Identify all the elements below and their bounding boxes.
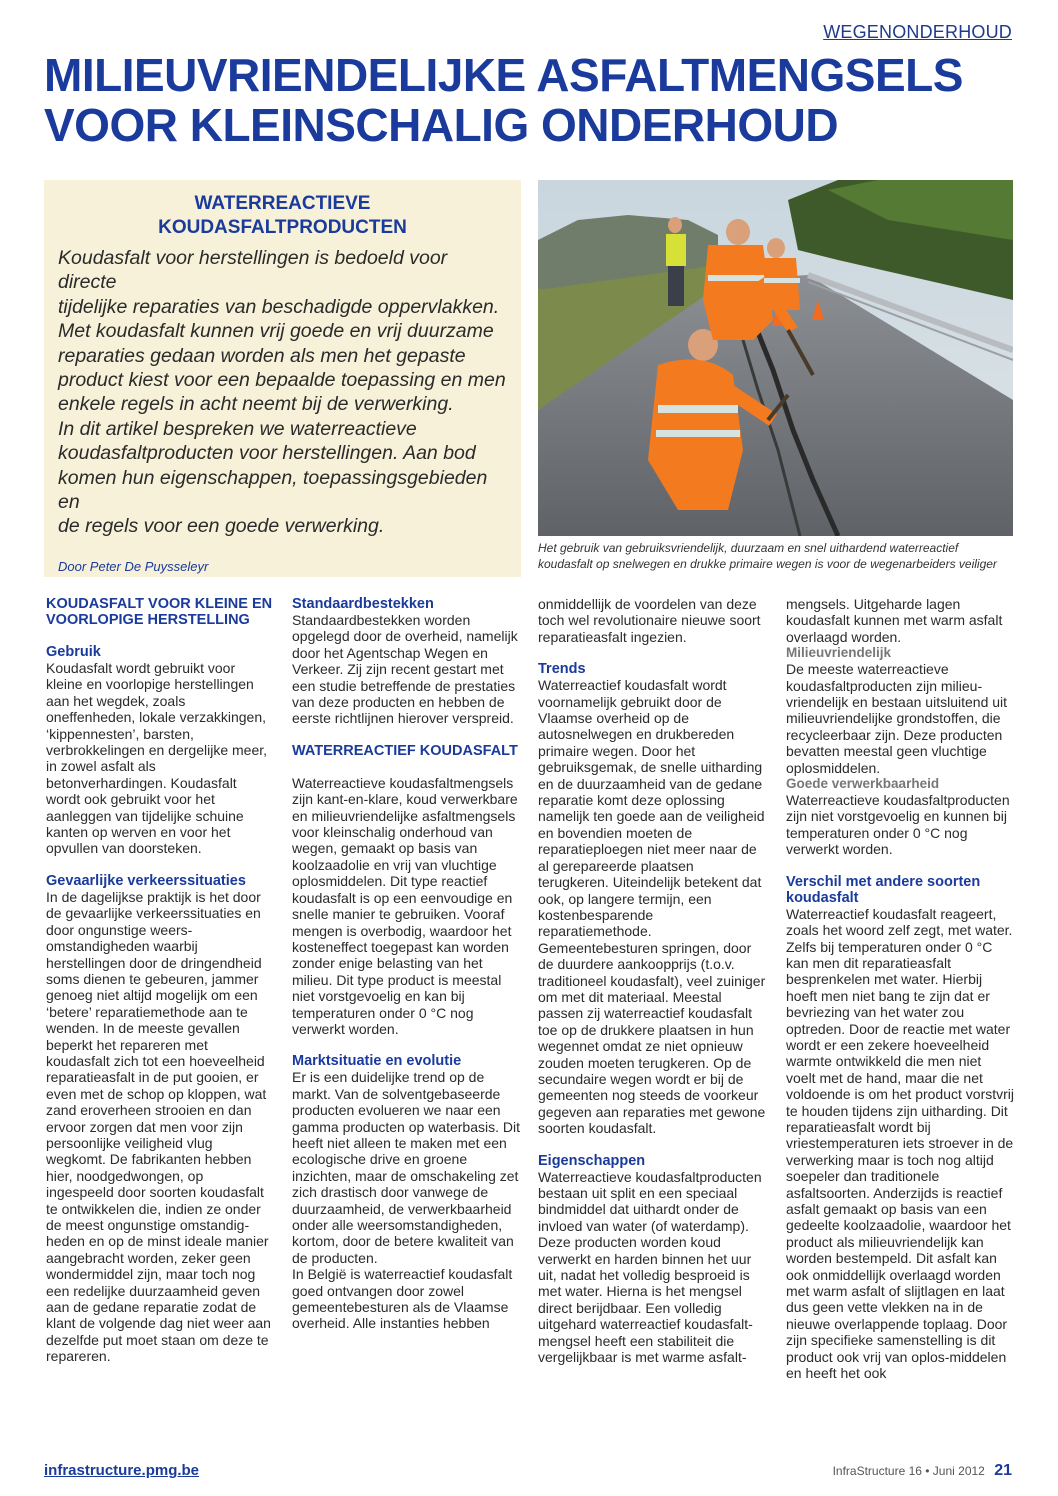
photo-caption: Het gebruik van gebruiksvriendelijk, duurzaam en snel uithardend waterreactief koudasfalt op snelwegen en drukke primaire wegen is voor de wegenarbeiders veiliger <box>538 541 997 571</box>
subheading-gebruik: Gebruik <box>46 644 101 660</box>
intro-box <box>44 180 521 577</box>
article-title <box>44 50 1024 150</box>
subheading-milieuvriendelijk: Milieuvriendelijk <box>786 645 892 661</box>
byline: Door Peter De Puysseleyr <box>58 558 209 574</box>
paragraph-gevaar: In de dagelijkse praktijk is het door de gevaarlijke verkeerssituaties en door ongunstige weers-omstandigheden waarbij herstellingen door de dringendheid soms dienen te gebeuren, jammer genoeg niet altijd mogelijk om een ‘betere’ reparatiemethode aan te wenden. In de meeste gevallen beperkt het repareren met koudasfalt zich tot een hoeveelheid reparatieasfalt in de put gooien, er even met de schop op kloppen, wat zand eroverheen strooien en dan ervoor zorgen dat men voor zijn persoonlijke veiligheid vlug wegkomt. De fabrikanten hebben hier, noodgedwongen, op ingespeeld door soorten koudasfalt te ontwikkelen die, indien ze onder de meest ongunstige omstandig-heden en op de minst ideale manier aangebracht worden, zeker geen wondermiddel zijn, maar toch nog een redelijke duurzaamheid geven aan de gedane reparatie zodat de klant de volgende dag niet weer aan dezelfde put moet staan om deze te repareren. <box>46 888 271 1365</box>
paragraph-continued: mengsels. Uitgeharde lagen koudasfalt kunnen met warm asfalt overlaagd worden. <box>786 596 1003 645</box>
section-tag: WEGENONDERHOUD <box>823 22 1012 42</box>
title-line-2: VOOR KLEINSCHALIG ONDERHOUD <box>44 99 839 151</box>
column-2 <box>292 596 520 1332</box>
column-3 <box>538 596 766 1365</box>
page-number: 21 <box>994 1462 1012 1479</box>
intro-line: reparaties gedaan worden als men het gepaste <box>58 344 466 367</box>
intro-line: enkele regels in acht neemt bij de verwerking. <box>58 393 454 416</box>
column-1 <box>46 596 274 1365</box>
subheading-gevaar: Gevaarlijke verkeerssituaties <box>46 872 246 889</box>
intro-line: koudasfaltproducten voor herstellingen. Aan bod <box>58 442 476 465</box>
subheading-verschil: Verschil met andere soorten koudasfalt <box>786 873 981 906</box>
intro-line: tijdelijke reparaties van beschadigde oppervlakken. <box>58 295 500 318</box>
footer-issue-text: InfraStructure 16 • Juni 2012 <box>832 1464 985 1478</box>
photo-illustration <box>538 180 1013 536</box>
footer-issue <box>833 1462 1012 1480</box>
heading-waterreactief: WATERREACTIEF KOUDASFALT <box>292 742 518 759</box>
intro-heading <box>58 192 507 240</box>
intro-line: Met koudasfalt kunnen vrij goede en vrij duurzame <box>58 320 494 343</box>
title-line-1: MILIEUVRIENDELIJKE ASFALTMENGSELS <box>44 49 963 101</box>
subheading-marktsituatie: Marktsituatie en evolutie <box>292 1053 462 1070</box>
column-4 <box>786 596 1014 1381</box>
paragraph-marktsituatie: Er is een duidelijke trend op de markt. Van de solventgebaseerde producten evolueren we naar een gamma producten op waterbasis. Dit heeft niet alleen te maken met een ecologische drive en groene inzichten, maar de omschakeling zet zich drastisch door vanwege de duurzaamheid, de verwerkbaarheid onder alle weersomstandigheden, kortom, door de betere kwaliteit van de producten. <box>292 1069 520 1266</box>
intro-line: product kiest voor een bepaalde toepassing en men <box>58 369 506 392</box>
paragraph-continued: onmiddellijk de voordelen van deze toch wel revolutionaire nieuwe soort reparatieasfalt ingezien. <box>538 596 761 645</box>
footer-website-link[interactable]: infrastructure.pmg.be <box>44 1462 200 1479</box>
subheading-trends: Trends <box>538 661 586 678</box>
paragraph-standaardbestekken: Standaardbestekken worden opgelegd door de overheid, namelijk door het Agentschap Wegen en Verkeer. Zij zijn recent gestart met een studie betreffende de prestaties van deze producten en hebben de eerste richtlijnen hierover verspreid. <box>292 612 518 727</box>
road-workers-photo <box>538 180 1013 536</box>
heading-koudasfalt: KOUDASFALT VOOR KLEINE EN VOORLOPIGE HERSTELLING <box>46 596 273 628</box>
intro-line: de regels voor een goede verwerking. <box>58 515 385 538</box>
paragraph-verschil: Waterreactief koudasfalt reageert, zoals het woord zelf zegt, met water. Zelfs bij temperaturen onder 0 °C kan men dit reparatieasfalt besprenkelen met water. Hierbij hoeft men niet bang te zijn dat er bevriezing van het water zou optreden. Door de reactie met water wordt er een zekere hoeveelheid warmte ontwikkeld die men niet voelt met de hand, maar die net voldoende is om het product vorstvrij te houden tijdens zijn uitharding. Dit reparatieasfalt wordt bij vriestemperaturen iets stroever in de verwerking maar is toch nog altijd soepeler dan traditionele asfaltsoorten. Anderzijds is reactief asfalt gemaakt op basis van een gedeelte koolzaadolie, waardoor het product als milieuvriendelijk kan worden bestempeld. Dit asfalt kan ook onmiddellijk overlaagd worden met warm asfalt of slijtlagen en laat dus geen vette vlekken na in de nieuwe overlappende toplaag. Door zijn specifieke samenstelling is dit product ook vrij van oplos-middelen en heeft het ook <box>786 905 1014 1382</box>
intro-heading-line-1: WATERREACTIEVE <box>194 193 371 214</box>
paragraph-milieuvriendelijk: De meeste waterreactieve koudasfaltproducten zijn milieu-vriendelijk en bestaan uitsluitend uit milieuvriendelijke grondstoffen, die recycleerbaar zijn. Deze producten bevatten meestal geen vluchtige oplosmiddelen. <box>786 661 1008 776</box>
paragraph-waterreactief: Waterreactieve koudasfaltmengsels zijn kant-en-klare, koud verwerkbare en milieuvriendelijke asfaltmengsels voor kleinschalig onderhoud van wegen, gemaakt op basis van koolzaadolie en vrij van vluchtige oplosmiddelen. Dit type reactief koudasfalt is op een eenvoudige en snelle manier te gebruiken. Vooraf mengen is overbodig, waardoor het kosteneffect toegepast kan worden zonder enige belasting van het milieu. Dit type product is meestal niet vorstgevoelig en kan bij temperaturen onder 0 °C nog verwerkt worden. <box>292 774 518 1037</box>
paragraph-trends: Waterreactief koudasfalt wordt voornamelijk gebruikt door de Vlaamse overheid op de autosnelwegen en drukbereden primaire wegen. Door het gebruiksgemak, de snelle uitharding en de duurzaamheid van de gedane reparatie komt deze oplossing namelijk ten goede aan de veiligheid en bovendien moeten de reparatieploegen niet meer naar de al gerepareerde plaatsen terugkeren. Uiteindelijk betekent dat ook, op langere termijn, een kostenbesparende reparatiemethode. Gemeentebesturen springen, door de duurdere aankoopprijs (t.o.v. traditioneel koudasfalt), veel zuiniger om met dit materiaal. Meestal passen zij waterreactief koudasfalt toe op de drukkere plaatsen in hun wegennet omdat ze niet opnieuw zouden moeten terugkeren. Op de secundaire wegen wordt er bij de gemeenten nog steeds de voorkeur gegeven aan reparaties met gewone soorten koudasfalt. <box>538 677 766 1137</box>
intro-line: komen hun eigenschappen, toepassingsgebieden en <box>58 466 488 514</box>
subheading-eigenschappen: Eigenschappen <box>538 1152 646 1169</box>
intro-text <box>58 246 507 539</box>
paragraph-belgie: In België is waterreactief koudasfalt goed ontvangen door zowel gemeentebesturen als de Vlaamse overheid. Alle instanties hebben <box>292 1266 513 1332</box>
paragraph-eigenschappen: Waterreactieve koudasfaltproducten bestaan uit split en een speciaal bindmiddel dat uithardt onder de invloed van water (of waterdamp). Deze producten worden koud verwerkt en harden binnen het uur uit, nadat het volledig besproeid is met water. Hierna is het mengsel direct berijdbaar. Een volledig uitgehard waterreactief koudasfalt-mengsel heeft een stabiliteit die vergelijkbaar is met warme asfalt- <box>538 1168 762 1366</box>
paragraph-verwerkbaarheid: Waterreactieve koudasfaltproducten zijn niet vorstgevoelig en kunnen bij temperaturen onder 0 °C nog verwerkt worden. <box>786 792 1010 858</box>
intro-heading-line-2: KOUDASFALTPRODUCTEN <box>158 217 407 238</box>
subheading-standaardbestekken: Standaardbestekken <box>292 596 434 612</box>
intro-line: In dit artikel bespreken we waterreactieve <box>58 417 417 440</box>
subheading-verwerkbaarheid: Goede verwerkbaarheid <box>786 776 940 792</box>
intro-line: Koudasfalt voor herstellingen is bedoeld voor directe <box>58 247 448 294</box>
paragraph-gebruik: Koudasfalt wordt gebruikt voor kleine en voorlopige herstellingen aan het wegdek, zoals oneffenheden, lokale verzakkingen, ‘kippennesten’, barsten, verbrokkelingen en dergelijke meer, in zowel asfalt als betonverhardingen. Koudasfalt wordt ook gebruikt voor het aanleggen van tijdelijke schuine kanten op werven en voor het opvullen van doorsteken. <box>46 660 268 857</box>
